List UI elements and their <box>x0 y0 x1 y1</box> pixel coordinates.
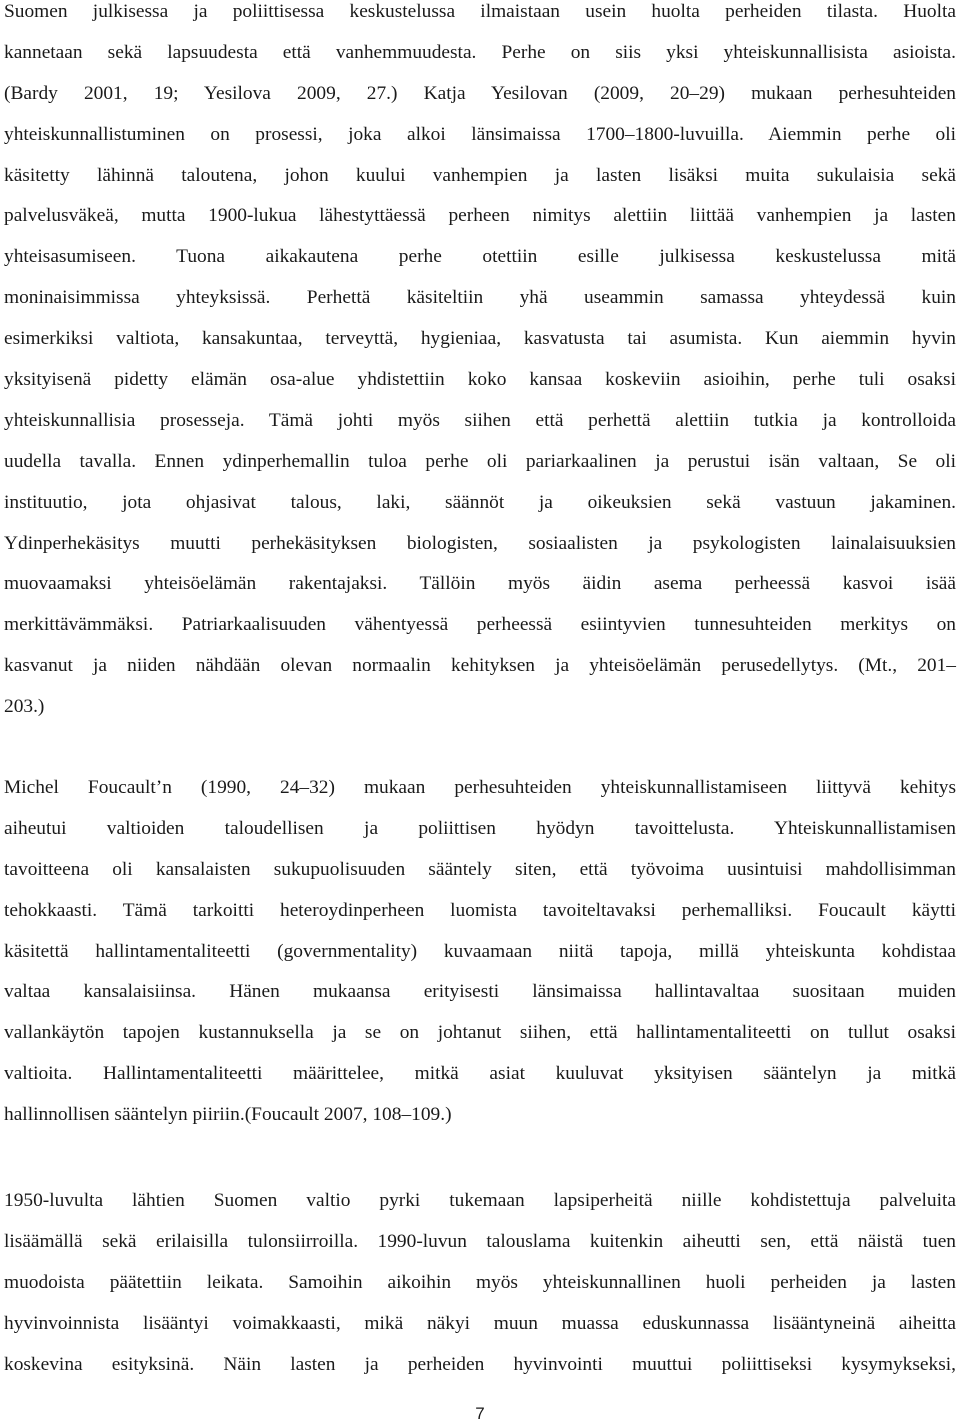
text-line: muodoista päätettiin leikata. Samoihin aikoihin myös yhteiskunnallinen huoli perheiden ja lasten <box>4 1271 956 1293</box>
text-line: tavoitteena oli kansalaisten sukupuolisuuden sääntely siten, että työvoima uusintuisi mahdollisimman <box>4 858 956 880</box>
text-line: 203.) <box>4 696 45 718</box>
text-line: tehokkaasti. Tämä tarkoitti heteroydinperheen luomista tavoiteltavaksi perhemalliksi. Foucault käytti <box>4 899 956 921</box>
text-line: esimerkiksi valtiota, kansakuntaa, terveyttä, hygieniaa, kasvatusta tai asumista. Kun aiemmin hyvin <box>4 328 956 350</box>
text-line: koskevina esityksinä. Näin lasten ja perheiden hyvinvointi muuttui poliittiseksi kysymykseksi, <box>4 1353 956 1375</box>
paragraph-1 <box>4 0 956 728</box>
text-line: kasvanut ja niiden nähdään olevan normaalin kehityksen ja yhteisöelämän perusedellytys. (Mt., 201– <box>4 655 956 677</box>
text-line: instituutio, jota ohjasivat talous, laki, säännöt ja oikeuksien sekä vastuun jakaminen. <box>4 491 956 513</box>
text-line: yhteiskunnallisia prosesseja. Tämä johti myös siihen että perhettä alettiin tutkia ja kontrolloida <box>4 409 956 431</box>
text-line: aiheutui valtioiden taloudellisen ja poliittisen hyödyn tavoittelusta. Yhteiskunnallistamisen <box>4 817 956 839</box>
text-line: valtaa kansalaisiinsa. Hänen mukaansa erityisesti länsimaissa hallintavaltaa suositaan muiden <box>4 981 956 1003</box>
text-line: vallankäytön tapojen kustannuksella ja se on johtanut siihen, että hallintamentaliteetti on tullut osaksi <box>4 1022 956 1044</box>
text-line: 1950-luvulta lähtien Suomen valtio pyrki tukemaan lapsiperheitä niille kohdistettuja palveluita <box>4 1190 956 1211</box>
text-line: Michel Foucault’n (1990, 24–32) mukaan perhesuhteiden yhteiskunnallistamiseen liittyvä kehitys <box>4 777 956 798</box>
paragraph-3 <box>4 1181 956 1385</box>
text-line: valtioita. Hallintamentaliteetti määrittelee, mitkä asiat kuuluvat yksityisen sääntelyn ja mitkä <box>4 1063 956 1085</box>
text-line: käsitetty lähinnä taloutena, johon kuului vanhempien ja lasten lisäksi muita sukulaisia sekä <box>4 164 956 186</box>
text-line: yhteiskunnallistuminen on prosessi, joka alkoi länsimaissa 1700–1800-luvuilla. Aiemmin perhe oli <box>4 123 956 145</box>
text-line: hyvinvoinnista lisääntyi voimakkaasti, mikä näkyi muun muassa eduskunnassa lisääntyneinä aiheitta <box>4 1312 956 1334</box>
text-line: käsitettä hallintamentaliteetti (governmentality) kuvaamaan niitä tapoja, millä yhteiskunta kohdistaa <box>4 940 956 962</box>
text-line: yksityisenä pidetty elämän osa-alue yhdistettiin koko kansaa koskeviin asioihin, perhe tuli osaksi <box>4 369 956 391</box>
text-line: lisäämällä sekä erilaisilla tulonsiirroilla. 1990-luvun talouslama kuitenkin aiheutti sen, että näistä tuen <box>4 1230 956 1252</box>
text-line: merkittävämmäksi. Patriarkaalisuuden vähentyessä perheessä esiintyvien tunnesuhteiden merkitys on <box>4 614 956 636</box>
paragraph-2 <box>4 768 956 1136</box>
text-line: kannetaan sekä lapsuudesta että vanhemmuudesta. Perhe on siis yksi yhteiskunnallisista asioista. <box>4 41 956 63</box>
text-line: uudella tavalla. Ennen ydinperhemallin tuloa perhe oli pariarkaalinen ja perustui isän valtaan, Se oli <box>4 450 956 472</box>
page-number: 7 <box>475 1404 485 1423</box>
text-line: moninaisimmissa yhteyksissä. Perhettä käsiteltiin yhä useammin samassa yhteydessä kuin <box>4 287 956 309</box>
text-line: palvelusväkeä, mutta 1900-lukua lähestyttäessä perheen nimitys alettiin liittää vanhempien ja lasten <box>4 205 956 227</box>
text-line: (Bardy 2001, 19; Yesilova 2009, 27.) Katja Yesilovan (2009, 20–29) mukaan perhesuhteiden <box>4 82 956 104</box>
text-line: muovaamaksi yhteisöelämän rakentajaksi. Tällöin myös äidin asema perheessä kasvoi isää <box>4 573 956 595</box>
text-line: Ydinperhekäsitys muutti perhekäsityksen biologisten, sosiaalisten ja psykologisten lainalaisuuksien <box>4 532 956 554</box>
text-line: yhteisasumiseen. Tuona aikakautena perhe otettiin esille julkisessa keskustelussa mitä <box>4 246 956 268</box>
text-line: Suomen julkisessa ja poliittisessa keskustelussa ilmaistaan usein huolta perheiden tilasta. Huolta <box>4 1 956 22</box>
text-line: hallinnollisen sääntelyn piiriin.(Foucault 2007, 108–109.) <box>4 1104 452 1126</box>
